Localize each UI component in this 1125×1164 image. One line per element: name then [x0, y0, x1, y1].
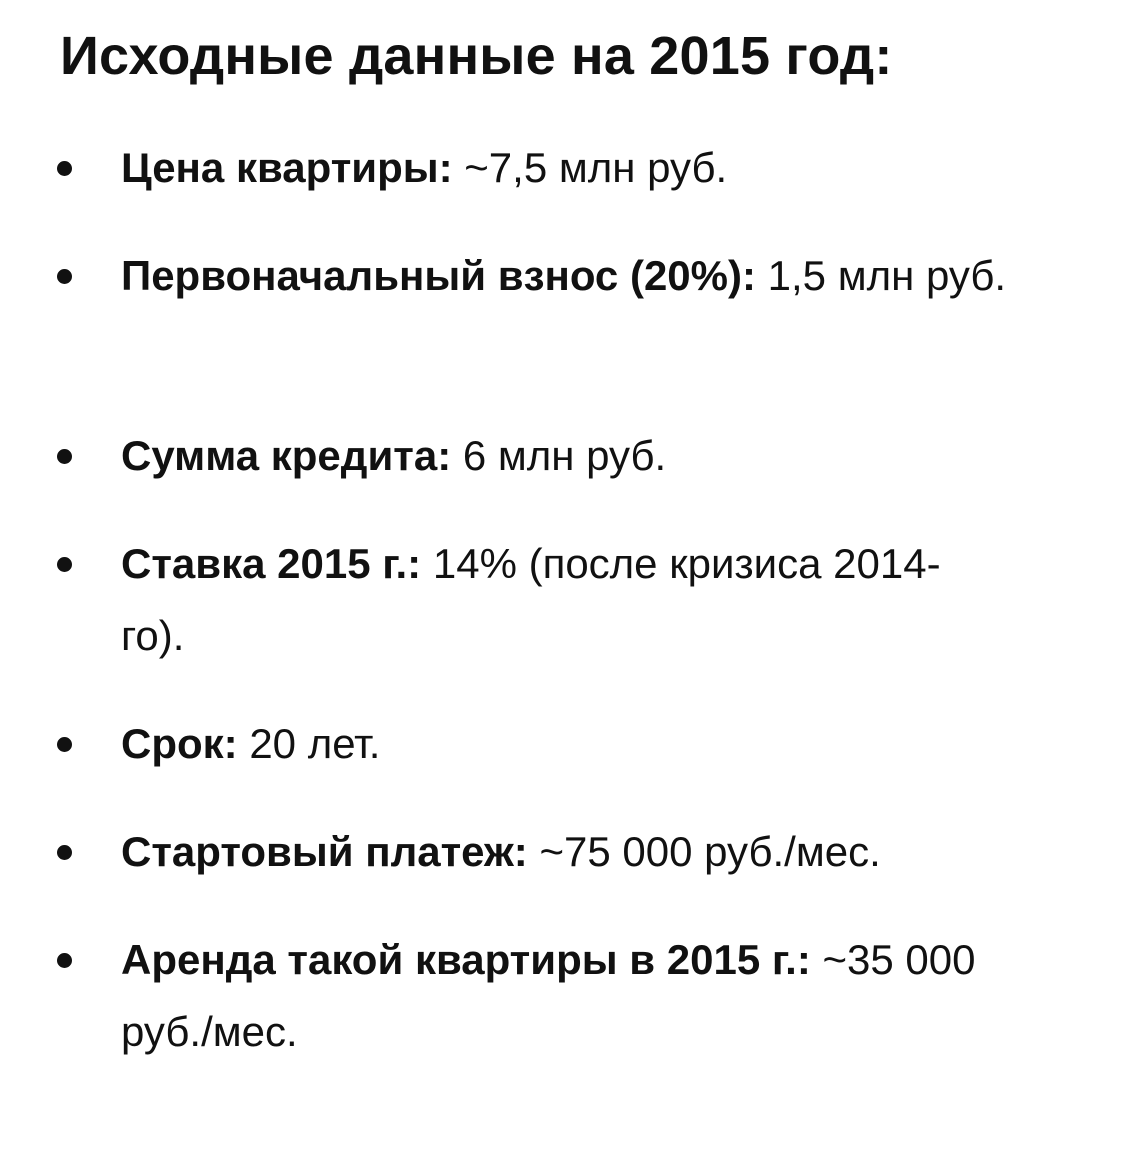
item-label: Первоначальный взнос (20%):: [121, 252, 756, 299]
item-value: ~35 000 руб./мес.: [121, 936, 976, 1055]
item-label: Сумма кредита:: [121, 432, 452, 479]
item-value: 1,5 млн руб.: [767, 252, 1007, 299]
list-item-text: [121, 420, 1041, 492]
page-title: Исходные данные на 2015 год:: [60, 26, 893, 86]
item-label: Цена квартиры:: [121, 144, 453, 191]
item-label: Срок:: [121, 720, 238, 767]
item-value: 6 млн руб.: [462, 432, 667, 479]
bullet-icon: [57, 737, 72, 752]
bullet-icon: [57, 269, 72, 284]
bullet-icon: [57, 449, 72, 464]
item-value: ~7,5 млн руб.: [464, 144, 728, 191]
item-label: Ставка 2015 г.:: [121, 540, 422, 587]
list-item-text: [121, 528, 951, 672]
list-item-text: [121, 924, 1041, 1068]
item-value: ~75 000 руб./мес.: [539, 828, 881, 875]
list-item-text: [121, 708, 1041, 780]
bullet-icon: [57, 557, 72, 572]
list-item-text: [121, 816, 1041, 888]
list-item-text: [121, 240, 1041, 312]
item-label: Аренда такой квартиры в 2015 г.:: [121, 936, 811, 983]
item-value: 14% (после кризиса 2014-го).: [121, 540, 941, 659]
bullet-icon: [57, 161, 72, 176]
bullet-icon: [57, 845, 72, 860]
bullet-icon: [57, 953, 72, 968]
list-item-text: [121, 132, 1041, 204]
item-label: Стартовый платеж:: [121, 828, 528, 875]
item-value: 20 лет.: [249, 720, 381, 767]
